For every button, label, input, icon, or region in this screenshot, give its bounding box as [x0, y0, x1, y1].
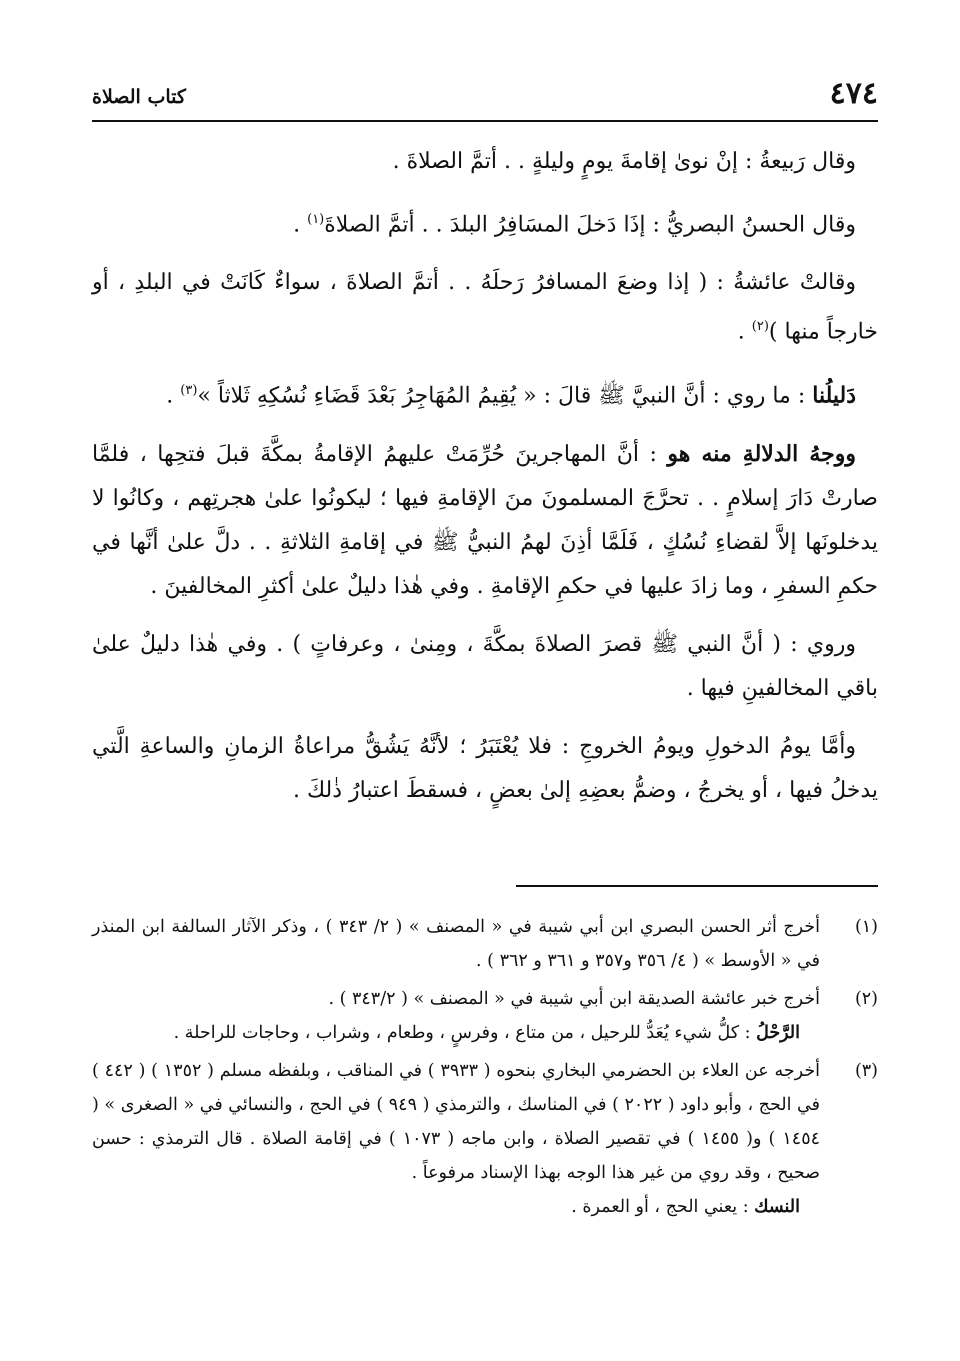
gloss-text: : كلُّ شيء يُعَدُّ للرحيل ، من متاع ، وفرسٍ ، وطعام ، وشراب ، وحاجات للراحلة .	[173, 1023, 757, 1043]
paragraph-end: .	[293, 212, 308, 238]
paragraph-narration	[92, 623, 878, 711]
paragraph-text: وقالتْ عائشةُ : ( إذا وضعَ المسافرُ رَحلَهُ . . أتمَّ الصلاةَ ، سواءٌ كَانَتْ في البلدِ ، أو خارجاً منها )	[92, 270, 878, 345]
footnote-1	[92, 910, 878, 978]
footnote-3	[92, 1054, 878, 1224]
paragraph-hasan	[92, 198, 878, 247]
footnote-ref-2[interactable]: (٢)	[751, 319, 769, 335]
paragraph-aisha	[92, 261, 878, 354]
paragraph-text: : ما روي : أنَّ النبيَّ ﷺ قالَ : « يُقِيمُ المُهَاجِرُ بَعْدَ قَضَاءِ نُسُكِهِ ثَلاثاً »	[197, 382, 813, 408]
gloss-term: النسك	[754, 1197, 800, 1217]
footnote-number: (٣)	[854, 1061, 878, 1081]
paragraph-lead: دَليلُنا	[812, 381, 856, 408]
running-title: كتاب الصلاة	[92, 86, 186, 108]
main-text	[92, 140, 878, 827]
footnote-ref-1[interactable]: (١)	[307, 212, 325, 227]
paragraph-end: .	[737, 319, 752, 345]
paragraph-text: وأمَّا يومُ الدخولِ ويومُ الخروجِ : فلا يُعْتَبَرُ ؛ لأنَّهُ يَشُقُّ مراعاةُ الزمانِ والساعةِ الَّتي يدخلُ فيها ، أو يخرجُ ، وضمُّ بعضِهِ إلىٰ بعضٍ ، فسقطَ اعتبارُ ذٰلكَ .	[92, 733, 878, 803]
paragraph-reasoning	[92, 432, 878, 609]
footnote-2	[92, 982, 878, 1050]
footnote-number: (١)	[854, 917, 878, 937]
paragraph-text: وقال الحسنُ البصريُّ : إذَا دَخلَ المسَافِرُ البلدَ . . أتمَّ الصلاةَ	[324, 212, 856, 238]
footnote-text: أخرج أثر الحسن البصري ابن أبي شيبة في « المصنف » ( ٢/ ٣٤٣ ) ، وذكر الآثار السالفة ابن المنذر في « الأوسط » ( ٤/ ٣٥٦ و٣٥٧ و ٣٦١ و ٣٦٢ ) .	[92, 917, 820, 971]
footnote-text: أخرج خبر عائشة الصديقة ابن أبي شيبة في « المصنف » ( ٣٤٣/٢ ) .	[328, 989, 820, 1009]
paragraph-evidence	[92, 369, 878, 418]
paragraph-end: .	[166, 382, 181, 408]
paragraph-entry-exit	[92, 725, 878, 813]
paragraph-text: وقال رَبيعةُ : إنْ نوىٰ إقامةَ يومٍ وليلةٍ . . أتمَّ الصلاةَ .	[392, 149, 856, 174]
footnote-ref-3[interactable]: (٣)	[180, 382, 198, 398]
gloss-text: : يعني الحج ، أو العمرة .	[571, 1197, 755, 1217]
paragraph-text: : أنَّ المهاجرينَ حُرِّمَتْ عليهمُ الإقامةُ بمكَّةَ قبلَ فتحِها ، فلمَّا صارتْ دَارَ إسلامٍ . . تحرَّجَ المسلمونَ منَ الإقامةِ فيها ؛ ليكونُوا علىٰ هجرتِهم ، وكانُوا لا يدخلونَها إلاَّ لقضاءِ نُسُكٍ ، فَلَمَّا أذِنَ لهمُ النبيُّ ﷺ في إقامةِ الثلاثةِ . . دلَّ علىٰ أنَّها في حكمِ السفرِ ، وما زادَ عليها في حكمِ الإقامةِ . وفي هٰذا دليلٌ علىٰ أكثرِ المخالفينَ .	[92, 441, 878, 599]
paragraph-lead: ووجهُ الدلالةِ منه هو	[667, 440, 856, 467]
paragraph-rabia	[92, 140, 878, 184]
gloss-term: الرَّحْلُ	[756, 1023, 800, 1043]
footnote-text: أخرجه عن العلاء بن الحضرمي البخاري بنحوه ( ٣٩٣٣ ) في المناقب ، وبلفظه مسلم ( ١٣٥٢ ) ( ٤٤٢ ) في الحج ، وأبو داود ( ٢٠٢٢ ) في المناسك ، والترمذي ( ٩٤٩ ) في الحج ، والنسائي في « الصغرى » ( ١٤٥٤ ) و( ١٤٥٥ ) في تقصير الصلاة ، وابن ماجه ( ١٠٧٣ ) في إقامة الصلاة . قال الترمذي : حسن صحيح ، وقد روي من غير هذا الوجه بهذا الإسناد مرفوعاً .	[92, 1061, 821, 1183]
page-number: ٤٧٤	[829, 76, 878, 111]
book-page	[92, 70, 878, 1330]
footnote-gloss	[92, 1190, 820, 1224]
footnote-number: (٢)	[854, 989, 878, 1009]
paragraph-text: وروي : ( أنَّ النبي ﷺ قصرَ الصلاةَ بمكَّةَ ، ومِنىٰ ، وعرفاتٍ ) . وفي هٰذا دليلٌ علىٰ باقي المخالفينِ فيها .	[92, 631, 878, 701]
footnotes	[92, 910, 878, 1228]
page-header	[92, 70, 878, 122]
footnote-divider	[516, 885, 878, 887]
footnote-gloss	[92, 1016, 820, 1050]
